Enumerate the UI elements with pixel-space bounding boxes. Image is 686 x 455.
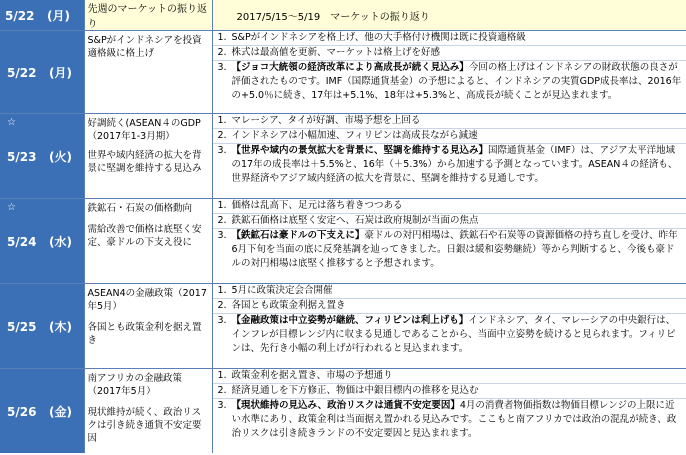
- table-row: [0, 369, 686, 454]
- topic-title: 好調続く(ASEAN４のGDP（2017年1-3月期）: [87, 118, 201, 142]
- point-text: [232, 314, 686, 356]
- point-item: [213, 214, 686, 229]
- point-body: 政策金利を据え置き、市場の予想通り: [231, 370, 393, 381]
- topic-subtitle: 需給改善で価格は底堅く安定、豪ドルの下支え役に: [87, 224, 202, 248]
- point-body: 各国とも政策金利据え置き: [231, 300, 346, 311]
- header-row: [0, 0, 686, 31]
- topic-title: S&Pがインドネシアを投資適格級に格上げ: [87, 35, 202, 59]
- point-text: [232, 114, 686, 128]
- topic-title: 鉄鉱石・石炭の価格動向: [87, 203, 193, 214]
- point-item: [213, 144, 686, 186]
- point-number: 3.: [217, 315, 227, 326]
- header-date: 5/22: [5, 8, 35, 23]
- point-lead: 【世界や域内の景気拡大を背景に、堅調を維持する見込み】: [231, 145, 489, 156]
- points-cell: [212, 31, 686, 114]
- point-item: [213, 369, 686, 384]
- point-item: [213, 129, 686, 144]
- point-lead: 【鉄鉱石は豪ドルの下支えに】: [231, 230, 365, 241]
- point-text: [232, 384, 686, 398]
- point-number: 3.: [217, 400, 227, 411]
- date-cell: [0, 114, 84, 199]
- point-text: [232, 144, 686, 186]
- topic-cell: [84, 369, 212, 454]
- point-body: 経済見通しを下方修正、物価は中銀目標内の推移を見込む: [231, 385, 479, 396]
- point-item: [213, 61, 686, 103]
- point-item: [213, 199, 686, 214]
- point-body: 今回の格上げはインドネシアの財政状態の良さが評価されたものです。IMF（国際通貨基金）の予想によると、インドネシアの実質GDP成長率は、2016年の+5.0％に続き、17年は+5.1%、18年は+5.3%と、高成長が続くことが見込まれます。: [231, 62, 682, 101]
- topic-title: ASEAN4の金融政策（2017年5月）: [87, 288, 207, 312]
- point-body: 5月に政策決定会合開催: [231, 285, 333, 296]
- date-cell: [0, 284, 84, 369]
- date-cell: [0, 31, 84, 114]
- topic-cell: [84, 284, 212, 369]
- point-text: [232, 31, 686, 45]
- header-date-cell: [0, 0, 84, 31]
- point-lead: 【金融政策は中立姿勢が継続、フィリピンは利上げも】: [231, 315, 469, 326]
- topic-cell: [84, 114, 212, 199]
- point-item: [213, 229, 686, 271]
- point-number: 1.: [217, 200, 227, 211]
- point-body: 鉄鉱石価格は底堅く安定へ、石炭は政府規制が当面の焦点: [231, 215, 479, 226]
- topic-subtitle: 現状維持が続く、政治リスクは引き続き通貨不安定要因: [87, 407, 202, 444]
- point-number: 2.: [217, 215, 227, 226]
- table-row: [0, 284, 686, 369]
- topic-cell: [84, 31, 212, 114]
- point-item: [213, 114, 686, 129]
- star-mark: ☆: [7, 202, 16, 213]
- point-number: 2.: [217, 130, 227, 141]
- point-body: マレーシア、タイが好調、市場予想を上回る: [231, 115, 421, 126]
- point-body: 株式は最高値を更新、マーケットは格上げを好感: [231, 47, 441, 58]
- point-text: [232, 369, 686, 383]
- table-row: [0, 31, 686, 114]
- day-label: (金): [48, 404, 72, 419]
- points-cell: [212, 199, 686, 284]
- point-number: 3.: [217, 145, 227, 156]
- topic-cell: [84, 199, 212, 284]
- date-label: 5/26: [7, 404, 37, 419]
- point-item: [213, 314, 686, 356]
- table-row: [0, 114, 686, 199]
- point-body: インドネシア、タイ、マレーシアの中央銀行は、インフレが目標レンジ内に収まる見通しであることから、当面中立姿勢を続けると見られます。フィリピンは、先行き小幅の利上げが行われると見込まれます。: [231, 315, 676, 354]
- date-label: 5/24: [7, 234, 37, 249]
- day-label: (月): [48, 65, 72, 80]
- date-label: 5/23: [7, 149, 37, 164]
- point-text: [232, 199, 686, 213]
- points-cell: [212, 369, 686, 454]
- point-item: [213, 299, 686, 314]
- point-number: 1.: [217, 370, 227, 381]
- point-item: [213, 399, 686, 441]
- date-cell: [0, 199, 84, 284]
- point-text: [232, 214, 686, 228]
- point-body: 国際通貨基金（IMF）は、アジア太平洋地域の17年の成長率は＋5.5%と、16年（＋5.3%）から加速する予測となっています。ASEAN４の経済も、世界経済やアジア域内経済の拡大を背景に、堅調を維持する見通しです。: [231, 145, 678, 184]
- point-number: 1.: [217, 32, 227, 43]
- header-topic: 先週のマーケットの振り返り: [84, 0, 212, 31]
- point-number: 3.: [217, 62, 227, 73]
- point-item: [213, 384, 686, 399]
- day-label: (水): [48, 234, 72, 249]
- header-period: 2017/5/15～5/19 マーケットの振り返り: [212, 0, 686, 31]
- point-item: [213, 46, 686, 61]
- topic-title: 南アフリカの金融政策（2017年5月）: [87, 373, 183, 397]
- point-item: [213, 31, 686, 46]
- header-day: (月): [46, 8, 70, 23]
- point-number: 3.: [217, 230, 227, 241]
- date-cell: [0, 369, 84, 454]
- point-number: 2.: [217, 300, 227, 311]
- topic-subtitle: 世界や域内経済の拡大を背景に堅調を維持する見込み: [87, 150, 202, 174]
- point-text: [232, 284, 686, 298]
- date-label: 5/25: [7, 319, 37, 334]
- point-body: 豪ドルの対円相場は、鉄鉱石や石炭等の資源価格の持ち直しを受け、昨年6月下旬を当面の底に反発基調を辿ってきました。日銀は緩和姿勢継続）等から判断すると、今後も豪ドルの対円相場は底堅く推移すると予想されます。: [231, 230, 678, 269]
- point-lead: 【現状維持の見込み、政治リスクは通貨不安定要因】: [231, 400, 460, 411]
- point-text: [232, 229, 686, 271]
- date-label: 5/22: [7, 65, 37, 80]
- point-body: インドネシアは小幅加速、フィリピンは高成長ながら減速: [231, 130, 478, 141]
- point-number: 2.: [217, 47, 227, 58]
- points-cell: [212, 284, 686, 369]
- table-row: [0, 199, 686, 284]
- point-text: [232, 46, 686, 60]
- day-label: (木): [48, 319, 72, 334]
- point-body: S&Pがインドネシアを格上げ、他の大手格付け機関は既に投資適格級: [231, 32, 526, 43]
- point-lead: 【ジョコ大統領の経済改革により高成長が続く見込み】: [231, 62, 469, 73]
- point-text: [232, 299, 686, 313]
- day-label: (火): [48, 149, 72, 164]
- point-text: [232, 129, 686, 143]
- point-text: [232, 61, 686, 103]
- topic-subtitle: 各国とも政策金利を据え置き: [87, 322, 202, 346]
- point-number: 2.: [217, 385, 227, 396]
- point-item: [213, 284, 686, 299]
- point-body: 価格は乱高下、足元は落ち着きつつある: [231, 200, 403, 211]
- point-body: 4月の消費者物価指数は物価目標レンジの上限に近い水準にあり、政策金利は当面据え置かれる見込みです。ここもと南アフリカでは政治の混乱が続き、政治リスクは引き続きランドの不安定要因と見込まれます。: [231, 400, 677, 439]
- star-mark: ☆: [7, 117, 16, 128]
- points-cell: [212, 114, 686, 199]
- point-number: 1.: [217, 115, 227, 126]
- point-text: [232, 399, 686, 441]
- point-number: 1.: [217, 285, 227, 296]
